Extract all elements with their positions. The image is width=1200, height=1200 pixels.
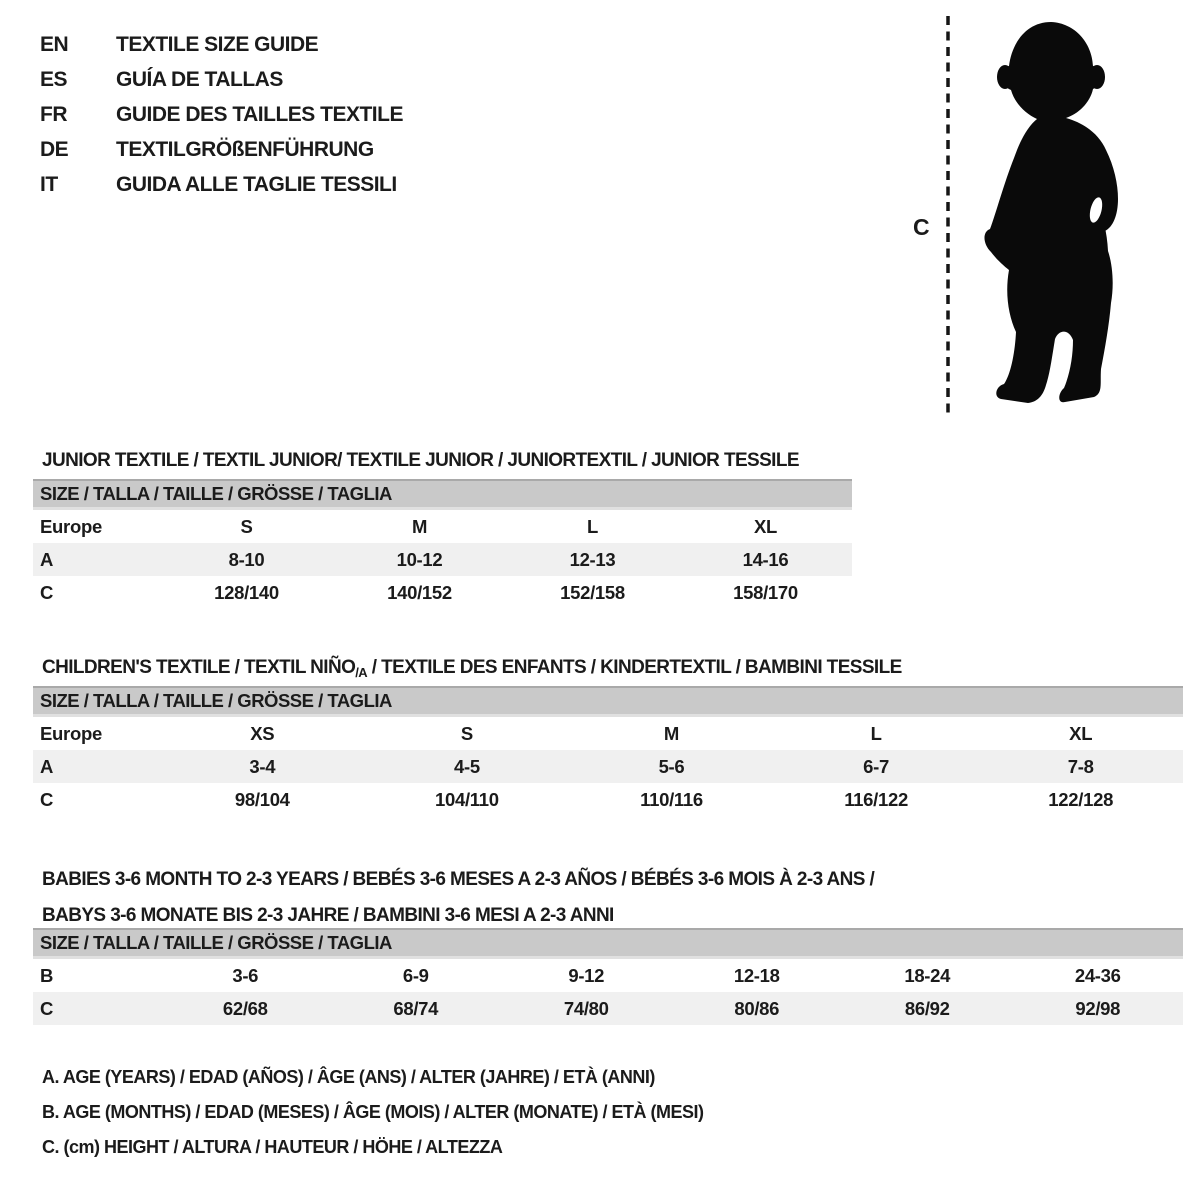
table-cell: 24-36 <box>1074 964 1121 986</box>
language-code: DE <box>40 137 69 161</box>
table-cell: S <box>460 722 473 744</box>
table-cell: 12-13 <box>569 548 616 570</box>
junior-size-table <box>33 479 852 609</box>
table-cell: 5-6 <box>658 755 685 777</box>
table-cell: 122/128 <box>1048 788 1114 810</box>
language-row-it <box>40 167 403 202</box>
table-cell: 80/86 <box>734 997 780 1019</box>
children-title-prefix: CHILDREN'S TEXTILE / TEXTIL NIÑO <box>42 656 356 678</box>
language-code: IT <box>40 172 58 196</box>
table-cell: L <box>870 722 882 744</box>
table-cell: 8-10 <box>228 548 265 570</box>
language-code: ES <box>40 67 68 91</box>
junior-table-header: SIZE / TALLA / TAILLE / GRÖSSE / TAGLIA <box>33 479 852 510</box>
language-list <box>40 27 403 202</box>
babies-size-table <box>33 928 1183 1025</box>
row-label: C <box>40 581 54 603</box>
children-size-table <box>33 686 1183 816</box>
table-cell: 140/152 <box>387 581 452 603</box>
children-title-suffix: / TEXTILE DES ENFANTS / KINDERTEXTIL / BAMBINI TESSILE <box>367 656 902 678</box>
toddler-silhouette-icon <box>963 16 1145 418</box>
height-label-c: C <box>913 214 930 240</box>
table-cell: 10-12 <box>396 548 443 570</box>
language-row-en <box>40 27 403 62</box>
table-cell: 4-5 <box>453 755 480 777</box>
table-cell: 104/110 <box>435 788 499 810</box>
table-cell: 18-24 <box>904 964 951 986</box>
table-cell: 74/80 <box>563 997 609 1019</box>
junior-section-title: JUNIOR TEXTILE / TEXTIL JUNIOR/ TEXTILE JUNIOR / JUNIORTEXTIL / JUNIOR TESSILE <box>42 449 799 471</box>
table-row-age <box>33 750 1183 783</box>
table-cell: L <box>586 515 598 537</box>
children-section-title <box>42 657 902 680</box>
footnote-b: B. AGE (MONTHS) / EDAD (MESES) / ÂGE (MOIS) / ALTER (MONATE) / ETÀ (MESI) <box>42 1102 704 1122</box>
table-row-height <box>33 992 1183 1025</box>
table-cell: M <box>411 515 428 537</box>
language-title: TEXTILE SIZE GUIDE <box>116 32 319 56</box>
table-cell: 6-7 <box>863 755 890 777</box>
row-label: C <box>40 997 54 1019</box>
footnote-c: C. (cm) HEIGHT / ALTURA / HAUTEUR / HÖHE / ALTEZZA <box>42 1137 503 1157</box>
row-label: A <box>40 755 54 777</box>
babies-title-line2: BABYS 3-6 MONATE BIS 2-3 JAHRE / BAMBINI 3-6 MESI A 2-3 ANNI <box>42 904 614 926</box>
table-row-age-months <box>33 959 1183 992</box>
table-cell: 98/104 <box>234 788 290 810</box>
table-cell: 3-4 <box>249 755 276 777</box>
footnote-legend <box>42 1060 703 1165</box>
table-row-age <box>33 543 852 576</box>
table-cell: S <box>240 515 253 537</box>
table-cell: 92/98 <box>1075 997 1121 1019</box>
language-title: GUÍA DE TALLAS <box>116 67 283 91</box>
table-cell: 7-8 <box>1067 755 1094 777</box>
row-label: Europe <box>40 515 102 537</box>
row-label: A <box>40 548 54 570</box>
babies-section-title <box>42 862 874 934</box>
table-row-height <box>33 576 852 609</box>
table-cell: 9-12 <box>568 964 605 986</box>
table-cell: 3-6 <box>232 964 259 986</box>
language-code: FR <box>40 102 67 126</box>
language-title: TEXTILGRÖßENFÜHRUNG <box>116 137 374 161</box>
language-title: GUIDA ALLE TAGLIE TESSILI <box>116 172 397 196</box>
row-label: Europe <box>40 722 102 744</box>
children-title-sub: /A <box>355 664 368 680</box>
table-cell: 128/140 <box>214 581 279 603</box>
language-code: EN <box>40 32 69 56</box>
table-cell: 116/122 <box>844 788 908 810</box>
table-cell: XL <box>753 515 778 537</box>
table-cell: 14-16 <box>742 548 789 570</box>
table-cell: 158/170 <box>733 581 798 603</box>
table-cell: 152/158 <box>560 581 625 603</box>
table-cell: 86/92 <box>904 997 950 1019</box>
table-cell: 62/68 <box>222 997 268 1019</box>
language-title: GUIDE DES TAILLES TEXTILE <box>116 102 403 126</box>
table-row-europe <box>33 510 852 543</box>
language-row-es <box>40 62 403 97</box>
language-row-de <box>40 132 403 167</box>
table-cell: M <box>663 722 680 744</box>
table-cell: 68/74 <box>393 997 439 1019</box>
table-cell: 12-18 <box>733 964 780 986</box>
table-cell: XS <box>250 722 275 744</box>
footnote-a: A. AGE (YEARS) / EDAD (AÑOS) / ÂGE (ANS) / ALTER (JAHRE) / ETÀ (ANNI) <box>42 1067 655 1087</box>
babies-title-line1: BABIES 3-6 MONTH TO 2-3 YEARS / BEBÉS 3-6 MESES A 2-3 AÑOS / BÉBÉS 3-6 MOIS À 2-3 ANS / <box>42 868 875 890</box>
babies-table-header: SIZE / TALLA / TAILLE / GRÖSSE / TAGLIA <box>33 928 1183 959</box>
row-label: C <box>40 788 54 810</box>
language-row-fr <box>40 97 403 132</box>
table-row-europe <box>33 717 1183 750</box>
table-cell: 6-9 <box>402 964 429 986</box>
table-cell: 110/116 <box>640 788 703 810</box>
table-cell: XL <box>1069 722 1093 744</box>
row-label: B <box>40 964 54 986</box>
height-dashed-line <box>945 16 951 418</box>
children-table-header: SIZE / TALLA / TAILLE / GRÖSSE / TAGLIA <box>33 686 1183 717</box>
table-row-height <box>33 783 1183 816</box>
